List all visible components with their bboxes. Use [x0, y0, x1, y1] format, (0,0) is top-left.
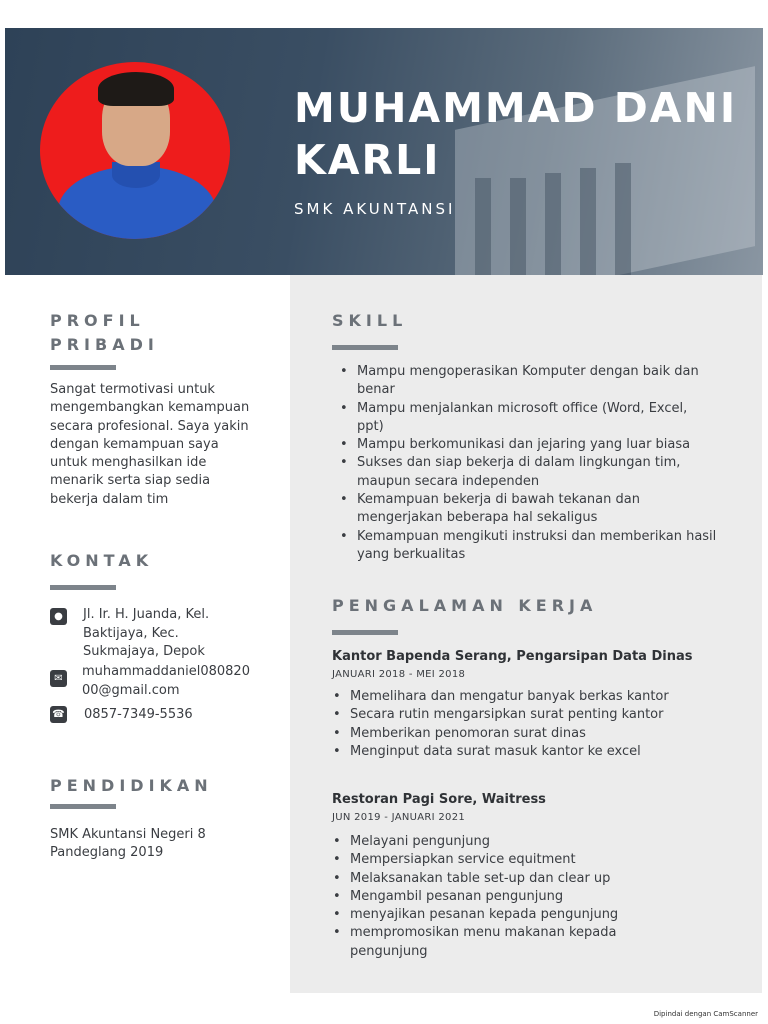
- job-duty-item: • Mempersiapkan service equitment: [330, 851, 660, 869]
- job-duties-list: [330, 833, 660, 961]
- job-duty-item: • Melayani pengunjung: [330, 833, 660, 851]
- profile-section-title: PROFIL PRIBADI: [50, 311, 159, 354]
- contact-divider: [50, 585, 116, 590]
- skill-divider: [332, 345, 398, 350]
- skill-list: [337, 363, 717, 564]
- job-duty-item: • Menginput data surat masuk kantor ke excel: [330, 743, 730, 761]
- skill-item: • Sukses dan siap bekerja di dalam lingkungan tim, maupun secara independen: [337, 454, 717, 491]
- experience-section-title: PENGALAMAN KERJA: [332, 596, 598, 615]
- job-date: JANUARI 2018 - MEI 2018: [332, 669, 466, 680]
- job-duty-item: • Melaksanakan table set-up dan clear up: [330, 870, 660, 888]
- skill-item: • Mampu berkomunikasi dan jejaring yang luar biasa: [337, 436, 717, 454]
- job-duty-item: • Mengambil pesanan pengunjung: [330, 888, 660, 906]
- job-duties-list: [330, 688, 730, 761]
- person-subtitle: SMK AKUNTANSI: [294, 200, 456, 218]
- person-name: MUHAMMAD DANI KARLI: [294, 84, 738, 184]
- skill-section-title: SKILL: [332, 311, 408, 330]
- profile-photo: [40, 62, 230, 239]
- education-divider: [50, 804, 116, 809]
- building-column: [475, 178, 491, 275]
- profile-divider: [50, 365, 116, 370]
- job-duty-item: • Memberikan penomoran surat dinas: [330, 725, 730, 743]
- mail-icon: ✉: [50, 670, 67, 687]
- education-section-title: PENDIDIKAN: [50, 776, 213, 795]
- skill-item: • Mampu mengoperasikan Komputer dengan baik dan benar: [337, 363, 717, 400]
- photo-hair: [98, 72, 174, 106]
- skill-item: • Mampu menjalankan microsoft office (Word, Excel, ppt): [337, 400, 717, 437]
- job-duty-item: • Memelihara dan mengatur banyak berkas kantor: [330, 688, 730, 706]
- job-date: JUN 2019 - JANUARI 2021: [332, 812, 466, 823]
- phone-icon: ☎: [50, 706, 67, 723]
- contact-address: Jl. Ir. H. Juanda, Kel. Baktijaya, Kec. Sukmajaya, Depok: [83, 607, 210, 659]
- location-icon: ●: [50, 608, 67, 625]
- education-text: SMK Akuntansi Negeri 8 Pandeglang 2019: [50, 827, 206, 861]
- job-title: Restoran Pagi Sore, Waitress: [332, 792, 546, 807]
- job-duty-item: • mempromosikan menu makanan kepada pengunjung: [330, 924, 660, 961]
- job-duty-item: • menyajikan pesanan kepada pengunjung: [330, 906, 660, 924]
- job-duty-item: • Secara rutin mengarsipkan surat penting kantor: [330, 706, 730, 724]
- contact-section-title: KONTAK: [50, 551, 154, 570]
- job-title: Kantor Bapenda Serang, Pengarsipan Data Dinas: [332, 649, 693, 664]
- contact-phone: 0857-7349-5536: [84, 707, 193, 722]
- contact-email[interactable]: muhammaddaniel08082000@gmail.com: [82, 664, 250, 698]
- building-column: [510, 178, 526, 275]
- experience-divider: [332, 630, 398, 635]
- skill-item: • Kemampuan mengikuti instruksi dan memberikan hasil yang berkualitas: [337, 528, 717, 565]
- profile-text: Sangat termotivasi untuk mengembangkan kemampuan secara profesional. Saya yakin dengan kemampuan saya untuk menghasilkan ide menarik serta siap sedia bekerja dalam tim: [50, 382, 250, 507]
- scanner-watermark: Dipindai dengan CamScanner: [653, 1010, 758, 1018]
- building-column: [545, 173, 561, 275]
- skill-item: • Kemampuan bekerja di bawah tekanan dan mengerjakan beberapa hal sekaligus: [337, 491, 717, 528]
